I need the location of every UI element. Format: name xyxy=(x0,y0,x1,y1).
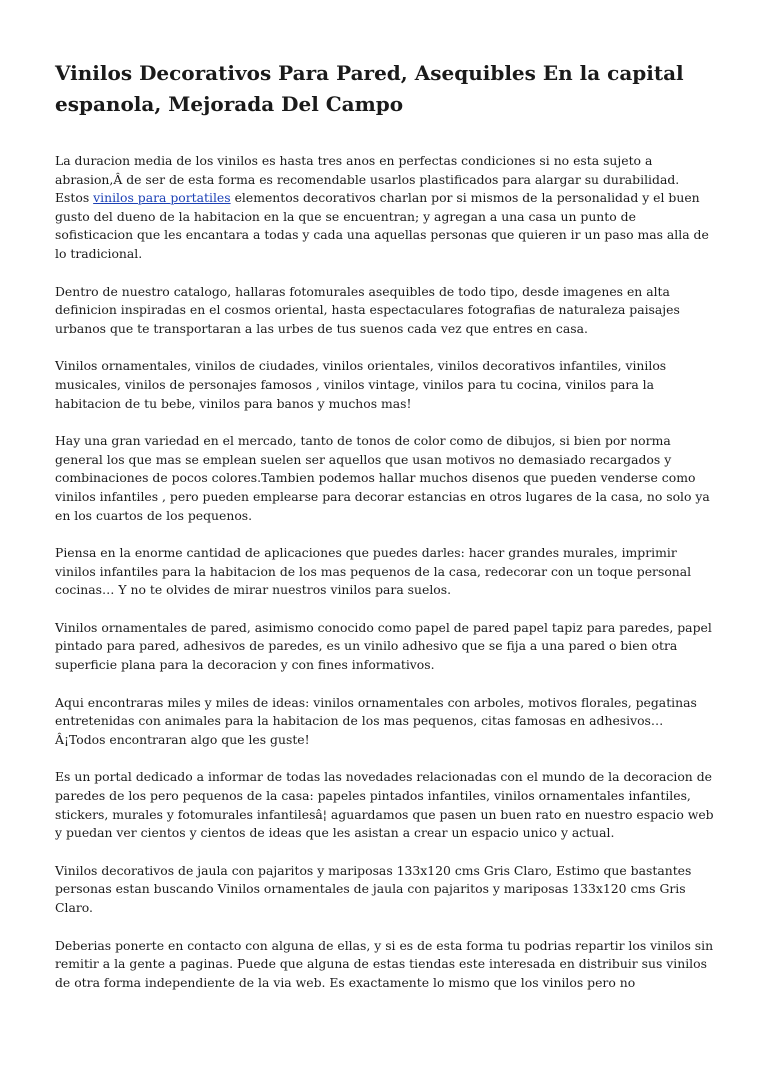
paragraph-4: Hay una gran variedad en el mercado, tanto de tonos de color como de dibujos, si bien por norma general los que mas se emplean suelen ser aquellos que usan motivos no demasiado recargados y combinaciones de pocos colores.Tambien podemos hallar muchos disenos que pueden venderse como vinilos infantiles , pero pueden emplearse para decorar estancias en otros lugares de la casa, no solo ya en los cuartos de los pequenos. xyxy=(55,433,710,523)
paragraph-2: Dentro de nuestro catalogo, hallaras fotomurales asequibles de todo tipo, desde imagenes en alta definicion inspiradas en el cosmos oriental, hasta espectaculares fotografias de naturaleza paisajes urbanos que te transportaran a las urbes de tus suenos cada vez que entres en casa. xyxy=(55,283,680,336)
paragraph-1-text-before: La duracion media de los vinilos es hasta tres anos en perfectas condiciones si no esta sujeto a abrasion,Â de ser de esta forma es recomendable usarlos plastificados para alargar su durabilidad. Estos xyxy=(55,153,680,206)
paragraph-7: Aqui encontraras miles y miles de ideas: vinilos ornamentales con arboles, motivos florales, pegatinas entretenidas con animales para la habitacion de los mas pequenos, citas famosas en adhesivos… Â¡Todos encontraran algo que les guste! xyxy=(55,694,697,747)
document-title: Vinilos Decorativos Para Pared, Asequibles En la capital espanola, Mejorada Del Campo xyxy=(55,61,684,116)
vinilos-portatiles-link[interactable]: vinilos para portatiles xyxy=(93,190,231,206)
paragraph-9: Vinilos decorativos de jaula con pajaritos y mariposas 133x120 cms Gris Claro, Estimo que bastantes personas estan buscando Vinilos ornamentales de jaula con pajaritos y mariposas 133x120 cms Gris Claro. xyxy=(55,862,692,915)
paragraph-1-text-after: elementos decorativos charlan por si mismos de la personalidad y el buen gusto del dueno de la habitacion en la que se encuentran; y agregan a una casa un punto de sofisticacion que les encantara a todas y cada una aquellas personas que quieren ir un paso mas alla de lo tradicional. xyxy=(55,190,709,261)
paragraph-3: Vinilos ornamentales, vinilos de ciudades, vinilos orientales, vinilos decorativos infantiles, vinilos musicales, vinilos de personajes famosos , vinilos vintage, vinilos para tu cocina, vinilos para la habitacion de tu bebe, vinilos para banos y muchos mas! xyxy=(55,358,667,411)
paragraph-10: Deberias ponerte en contacto con alguna de ellas, y si es de esta forma tu podrias repartir los vinilos sin remitir a la gente a paginas. Puede que alguna de estas tiendas este interesada en distribuir sus vinilos de otra forma independiente de la via web. Es exactamente lo mismo que los vinilos pero no xyxy=(55,937,714,990)
paragraph-6: Vinilos ornamentales de pared, asimismo conocido como papel de pared papel tapiz para paredes, papel pintado para pared, adhesivos de paredes, es un vinilo adhesivo que se fija a una pared o bien otra superficie plana para la decoracion y con fines informativos. xyxy=(55,619,712,673)
paragraph-5: Piensa en la enorme cantidad de aplicaciones que puedes darles: hacer grandes murales, imprimir vinilos infantiles para la habitacion de los mas pequenos de la casa, redecorar con un toque personal cocinas… Y no te olvides de mirar nuestros vinilos para suelos. xyxy=(55,545,692,598)
paragraph-1 xyxy=(55,152,715,264)
paragraph-8: Es un portal dedicado a informar de todas las novedades relacionadas con el mundo de la decoracion de paredes de los pero pequenos de la casa: papeles pintados infantiles, vinilos ornamentales infantiles, stickers, murales y fotomurales infantilesâ¦ aguardamos que pasen un buen rato en nuestro espacio web y puedan ver cientos y cientos de ideas que les asistan a crear un espacio unico y actual. xyxy=(55,769,714,841)
document-page xyxy=(55,58,715,1011)
